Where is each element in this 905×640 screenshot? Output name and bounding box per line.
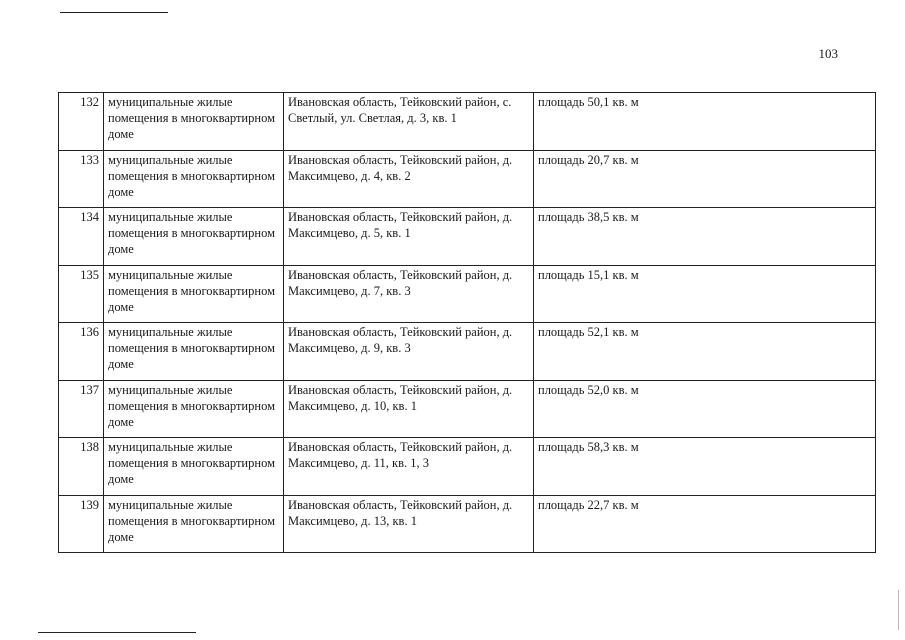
property-address: Ивановская область, Тейковский район, д. Максимцево, д. 9, кв. 3 <box>284 323 534 381</box>
property-address: Ивановская область, Тейковский район, д. Максимцево, д. 11, кв. 1, 3 <box>284 438 534 496</box>
property-type: муниципальные жилые помещения в многоквартирном доме <box>104 93 284 151</box>
row-number: 133 <box>59 150 104 208</box>
row-number: 136 <box>59 323 104 381</box>
header-rule <box>60 12 168 13</box>
property-type: муниципальные жилые помещения в многоквартирном доме <box>104 438 284 496</box>
table-row <box>59 208 876 266</box>
property-type: муниципальные жилые помещения в многоквартирном доме <box>104 208 284 266</box>
property-type: муниципальные жилые помещения в многоквартирном доме <box>104 265 284 323</box>
property-address: Ивановская область, Тейковский район, д. Максимцево, д. 13, кв. 1 <box>284 495 534 553</box>
table-row <box>59 323 876 381</box>
property-area: площадь 52,0 кв. м <box>534 380 876 438</box>
scan-edge-mark <box>898 590 899 630</box>
row-number: 138 <box>59 438 104 496</box>
property-area: площадь 20,7 кв. м <box>534 150 876 208</box>
property-type: муниципальные жилые помещения в многоквартирном доме <box>104 495 284 553</box>
row-number: 137 <box>59 380 104 438</box>
property-area: площадь 38,5 кв. м <box>534 208 876 266</box>
table-row <box>59 495 876 553</box>
property-area: площадь 15,1 кв. м <box>534 265 876 323</box>
table-row <box>59 265 876 323</box>
property-address: Ивановская область, Тейковский район, д. Максимцево, д. 5, кв. 1 <box>284 208 534 266</box>
property-type: муниципальные жилые помещения в многоквартирном доме <box>104 150 284 208</box>
row-number: 135 <box>59 265 104 323</box>
property-address: Ивановская область, Тейковский район, с. Светлый, ул. Светлая, д. 3, кв. 1 <box>284 93 534 151</box>
page-number: 103 <box>818 46 838 61</box>
row-number: 132 <box>59 93 104 151</box>
table-row <box>59 438 876 496</box>
property-area: площадь 22,7 кв. м <box>534 495 876 553</box>
property-area: площадь 52,1 кв. м <box>534 323 876 381</box>
property-address: Ивановская область, Тейковский район, д. Максимцево, д. 4, кв. 2 <box>284 150 534 208</box>
row-number: 139 <box>59 495 104 553</box>
property-area: площадь 58,3 кв. м <box>534 438 876 496</box>
table-row <box>59 150 876 208</box>
property-address: Ивановская область, Тейковский район, д. Максимцево, д. 10, кв. 1 <box>284 380 534 438</box>
property-address: Ивановская область, Тейковский район, д. Максимцево, д. 7, кв. 3 <box>284 265 534 323</box>
table-row <box>59 93 876 151</box>
table-row <box>59 380 876 438</box>
property-type: муниципальные жилые помещения в многоквартирном доме <box>104 323 284 381</box>
footer-rule <box>38 632 196 633</box>
property-registry-table <box>58 92 876 553</box>
row-number: 134 <box>59 208 104 266</box>
property-type: муниципальные жилые помещения в многоквартирном доме <box>104 380 284 438</box>
property-area: площадь 50,1 кв. м <box>534 93 876 151</box>
